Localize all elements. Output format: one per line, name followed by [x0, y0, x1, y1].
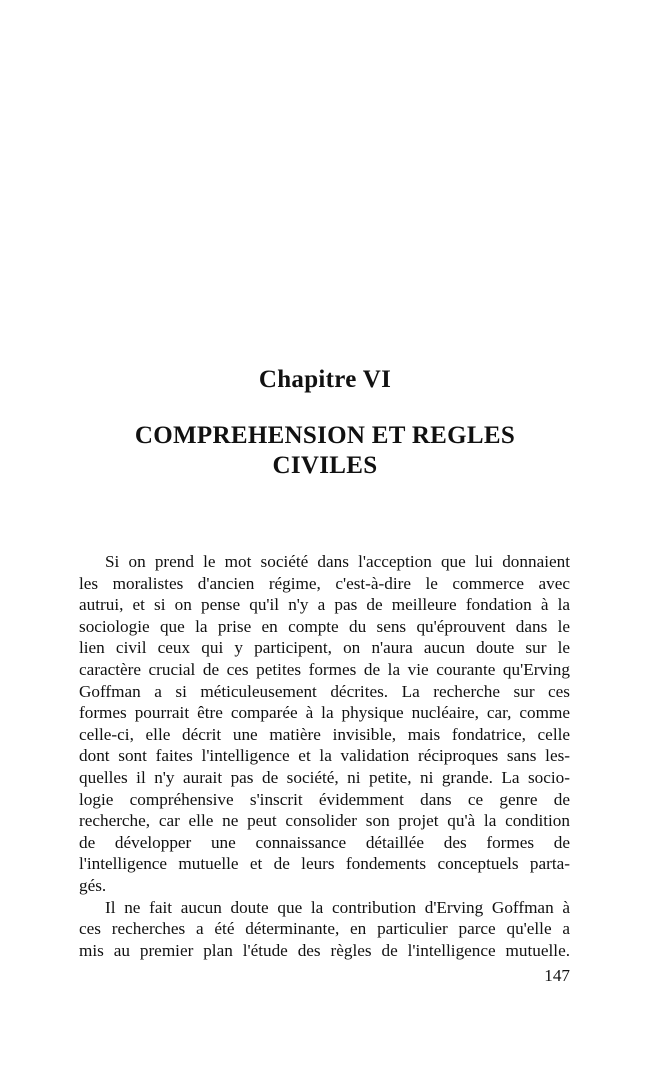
chapter-title: [80, 421, 570, 481]
text-line: dont sont faites l'intelligence et la validation réciproques sans les-: [79, 746, 570, 766]
text-line: gés.: [79, 875, 107, 895]
text-line: mis au premier plan l'étude des règles de l'intelligence mutuelle.: [79, 940, 570, 960]
body-text: [79, 551, 570, 961]
text-line: les moralistes d'ancien régime, c'est-à-dire le commerce avec: [79, 573, 570, 593]
text-line: Si on prend le mot société dans l'acception que lui donnaient: [105, 552, 570, 571]
text-line: caractère crucial de ces petites formes de la vie courante qu'Erving: [79, 659, 570, 679]
text-line: Goffman a si méticuleusement décrites. La recherche sur ces: [79, 681, 570, 701]
chapter-title-line: COMPREHENSION ET REGLES: [134, 422, 516, 449]
chapter-title-line: CIVILES: [272, 452, 378, 479]
paragraph: [79, 897, 570, 962]
text-line: logie compréhensive s'inscrit évidemment dans ce genre de: [79, 789, 570, 809]
text-line: recherche, car elle ne peut consolider son projet qu'à la condition: [79, 811, 570, 831]
text-line: ces recherches a été déterminante, en particulier parce qu'elle a: [79, 919, 570, 939]
text-line: l'intelligence mutuelle et de leurs fondements conceptuels parta-: [79, 854, 570, 874]
text-line: Il ne fait aucun doute que la contribution d'Erving Goffman à: [105, 897, 570, 917]
text-line: autrui, et si on pense qu'il n'y a pas de meilleure fondation à la: [79, 595, 570, 615]
text-line: de développer une connaissance détaillée des formes de: [79, 832, 570, 852]
page-number: 147: [544, 966, 570, 985]
text-line: celle-ci, elle décrit une matière invisible, mais fondatrice, celle: [79, 724, 570, 744]
paragraph: [79, 551, 570, 897]
text-line: formes pourrait être comparée à la physique nucléaire, car, comme: [79, 703, 570, 723]
text-line: lien civil ceux qui y participent, on n'aura aucun doute sur le: [79, 638, 570, 658]
text-line: sociologie que la prise en compte du sens qu'éprouvent dans le: [79, 616, 570, 636]
chapter-label: Chapitre VI: [258, 366, 392, 393]
text-line: quelles il n'y aurait pas de société, ni petite, ni grande. La socio-: [79, 767, 570, 787]
